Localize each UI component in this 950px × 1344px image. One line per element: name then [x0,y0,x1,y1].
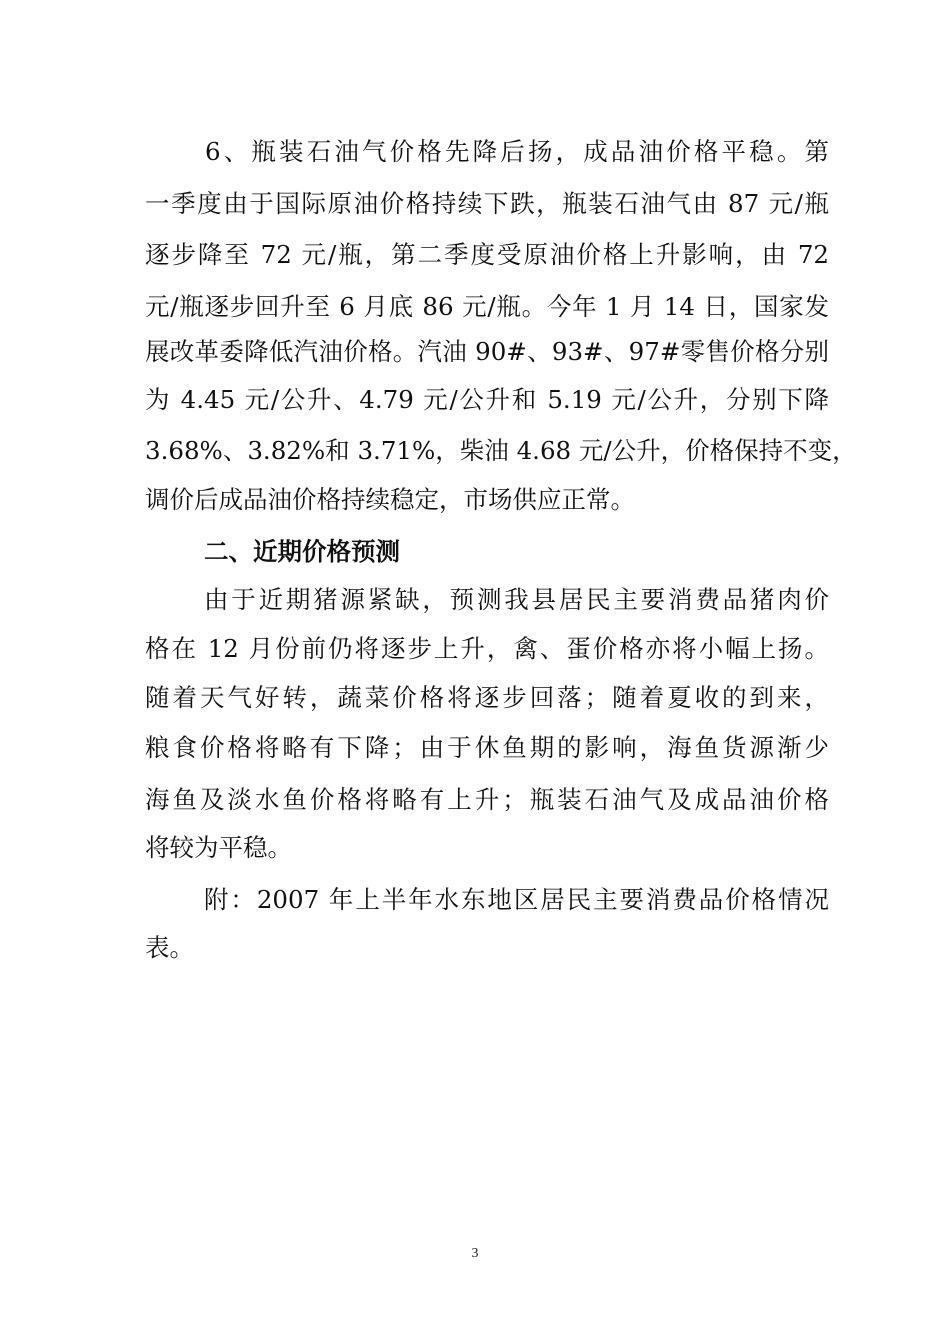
forecast-line-2: 格在 12 月份前仍将逐步上升，禽、蛋价格亦将小幅上扬。 [145,634,829,663]
attachment-note-line-2: 表。 [145,933,194,962]
paragraph-6-line-4: 元/瓶逐步回升至 6 月底 86 元/瓶。今年 1 月 14 日，国家发 [145,292,829,321]
paragraph-6-line-1: 6、瓶装石油气价格先降后扬，成品油价格平稳。第 [205,137,829,166]
forecast-line-3: 随着天气好转，蔬菜价格将逐步回落；随着夏收的到来， [145,683,829,712]
paragraph-6-line-8: 调价后成品油价格持续稳定，市场供应正常。 [145,485,635,514]
paragraph-6-line-5: 展改革委降低汽油价格。汽油 90#、93#、97#零售价格分别 [145,337,829,366]
page-number: 3 [471,1246,479,1261]
paragraph-6-line-6: 为 4.45 元/公升、4.79 元/公升和 5.19 元/公升，分别下降 [145,385,829,414]
forecast-line-6: 将较为平稳。 [145,833,292,862]
forecast-line-5: 海鱼及淡水鱼价格将略有上升；瓶装石油气及成品油价格 [145,785,829,814]
attachment-note-line-1: 附：2007 年上半年水东地区居民主要消费品价格情况 [204,885,829,914]
paragraph-6-line-7: 3.68%、3.82%和 3.71%，柴油 4.68 元/公升，价格保持不变， [145,436,857,465]
forecast-line-1: 由于近期猪源紧缺，预测我县居民主要消费品猪肉价 [204,585,829,614]
section-heading: 二、近期价格预测 [204,537,400,566]
paragraph-6-line-3: 逐步降至 72 元/瓶，第二季度受原油价格上升影响，由 72 [145,240,829,269]
paragraph-6-line-2: 一季度由于国际原油价格持续下跌，瓶装石油气由 87 元/瓶 [145,189,829,218]
forecast-line-4: 粮食价格将略有下降；由于休鱼期的影响，海鱼货源渐少 [145,733,829,762]
